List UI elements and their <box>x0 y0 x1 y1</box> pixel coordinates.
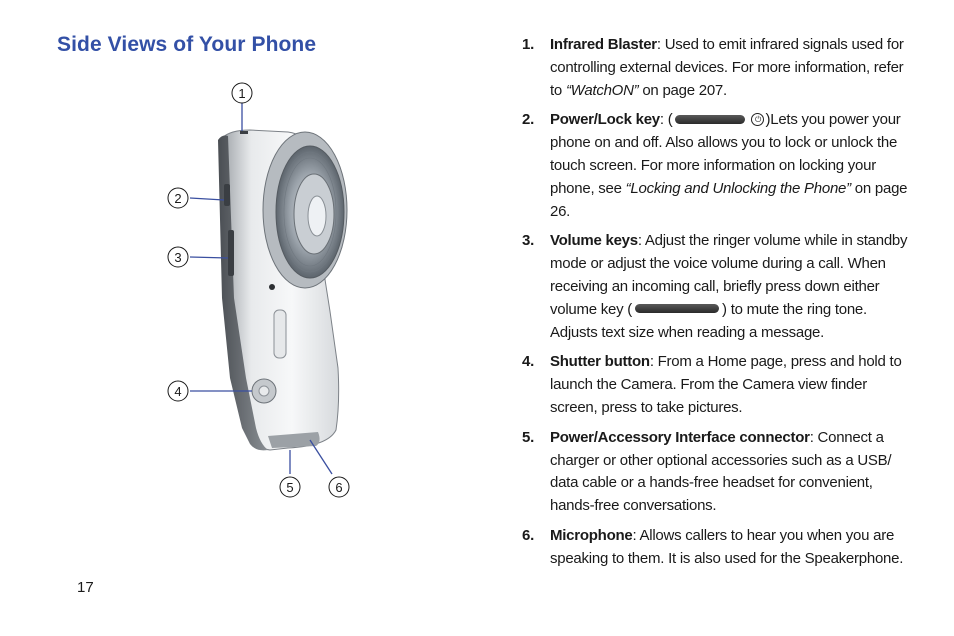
page-reference-link[interactable]: “Locking and Unlocking the Phone” <box>625 179 851 197</box>
list-item <box>522 525 917 571</box>
list-item <box>522 34 917 102</box>
item-term: Power/Accessory Interface connector <box>550 428 810 446</box>
flash-dot <box>269 284 275 290</box>
callout-3: 3 <box>174 250 182 265</box>
item-number: 3. <box>522 232 535 250</box>
power-key-shape <box>224 184 230 206</box>
item-number: 6. <box>522 526 535 544</box>
power-key-graphic <box>675 115 745 124</box>
callout-5: 5 <box>286 480 294 495</box>
item-text-post: )Lets you power your phone on and off. Also allows you to lock or unlock the touch screen. For more information on locking your phone, see <box>550 111 901 197</box>
item-text-pre: : ( <box>659 111 673 129</box>
item-text: : From a Home page, press and hold to launch the Camera. From the Camera view finder screen, press to take pictures. <box>550 353 902 416</box>
callout-1: 1 <box>238 86 246 101</box>
callout-6: 6 <box>335 480 343 495</box>
list-item <box>522 351 917 419</box>
item-term: Volume keys <box>550 232 638 250</box>
item-number: 1. <box>522 36 535 53</box>
ir-blaster-shape <box>240 131 248 134</box>
phone-side-view-illustration <box>160 78 360 508</box>
item-number: 4. <box>522 353 535 371</box>
list-item <box>522 109 917 223</box>
item-term: Power/Lock key <box>550 111 660 129</box>
item-text-after: on page 26. <box>550 179 908 220</box>
list-item <box>522 230 917 344</box>
page-number: 17 <box>77 579 94 596</box>
item-text: : Allows callers to hear you when you are speaking to them. It is also used for the Speakerphone. <box>550 526 904 567</box>
item-number: 2. <box>522 111 535 129</box>
feature-list <box>522 34 917 578</box>
lens-glass <box>308 196 326 236</box>
item-term: Shutter button <box>550 353 650 371</box>
item-text: : Used to emit infrared signals used for controlling external devices. For more information, refer to <box>550 36 904 99</box>
item-term: Microphone <box>550 526 633 544</box>
volume-key-shape <box>228 230 234 276</box>
item-term: Infrared Blaster <box>550 36 657 53</box>
item-text: : Connect a charger or other optional accessories such as a USB/ data cable or a hands-free headset for convenient, hands-free conversations. <box>550 428 892 515</box>
volume-key-graphic <box>635 304 719 313</box>
item-number: 5. <box>522 428 535 446</box>
item-text-pre: : Adjust the ringer volume while in standby mode or adjust the voice volume during a call. When receiving an incoming call, briefly press down either volume key ( <box>550 232 908 318</box>
item-text-post: ) to mute the ring tone. Adjusts text size when reading a message. <box>550 300 867 341</box>
item-text-after: on page 207. <box>638 81 727 99</box>
callout-2: 2 <box>174 191 182 206</box>
list-item <box>522 427 917 518</box>
page-title: Side Views of Your Phone <box>57 33 317 56</box>
side-button-plate <box>274 310 286 358</box>
power-icon: ⏻ <box>751 113 764 126</box>
callout-4: 4 <box>174 384 182 399</box>
page-reference-link[interactable]: “WatchON” <box>565 81 639 99</box>
